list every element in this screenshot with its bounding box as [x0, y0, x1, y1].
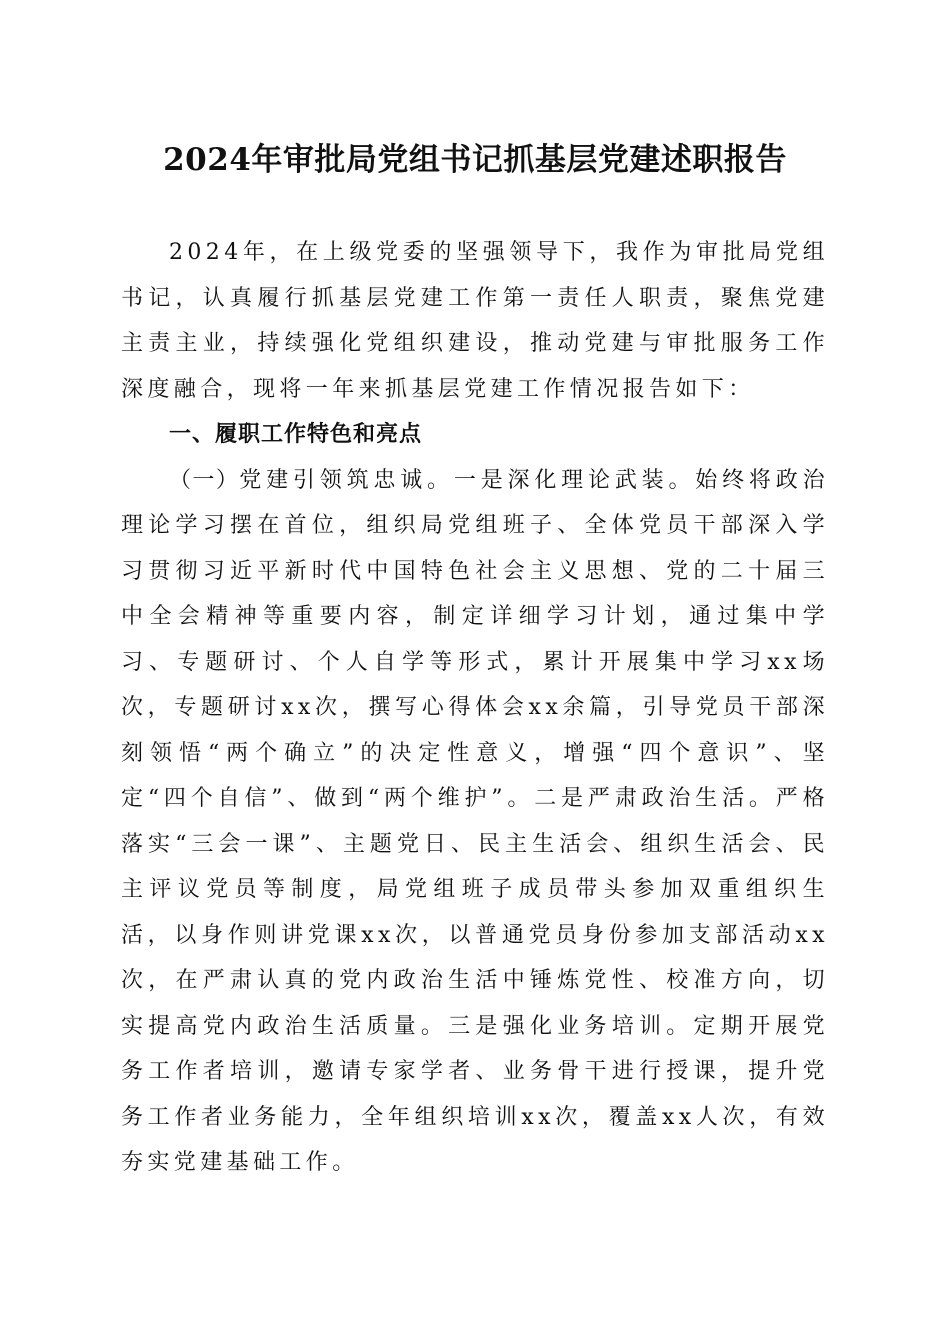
subsection-number: （一）: [169, 467, 240, 493]
subsection-paragraph: [121, 458, 829, 1186]
subsection-text: 党建引领筑忠诚。一是深化理论武装。始终将政治理论学习摆在首位，组织局党组班子、全体党员干部深入学习贯彻习近平新时代中国特色社会主义思想、党的二十届三中全会精神等重要内容，制定详细学习计划，通过集中学习、专题研讨、个人自学等形式，累计开展集中学习xx场次，专题研讨xx次，撰写心得体会xx余篇，引导党员干部深刻领悟“两个确立”的决定性意义，增强“四个意识”、坚定“四个自信”、做到“两个维护”。二是严肃政治生活。严格落实“三会一课”、主题党日、民主生活会、组织生活会、民主评议党员等制度，局党组班子成员带头参加双重组织生活，以身作则讲党课xx次，以普通党员身份参加支部活动xx次，在严肃认真的党内政治生活中锤炼党性、校准方向，切实提高党内政治生活质量。三是强化业务培训。定期开展党务工作者培训，邀请专家学者、业务骨干进行授课，提升党务工作者业务能力，全年组织培训xx次，覆盖xx人次，有效夯实党建基础工作。: [121, 467, 829, 1175]
intro-paragraph: 2024年，在上级党委的坚强领导下，我作为审批局党组书记，认真履行抓基层党建工作第一责任人职责，聚焦党建主责主业，持续强化党组织建设，推动党建与审批服务工作深度融合，现将一年来抓基层党建工作情况报告如下：: [121, 240, 829, 402]
section-heading: 一、履职工作特色和亮点: [169, 422, 423, 447]
document-body: [121, 230, 829, 1186]
document-title: 2024年审批局党组书记抓基层党建述职报告: [163, 142, 787, 178]
